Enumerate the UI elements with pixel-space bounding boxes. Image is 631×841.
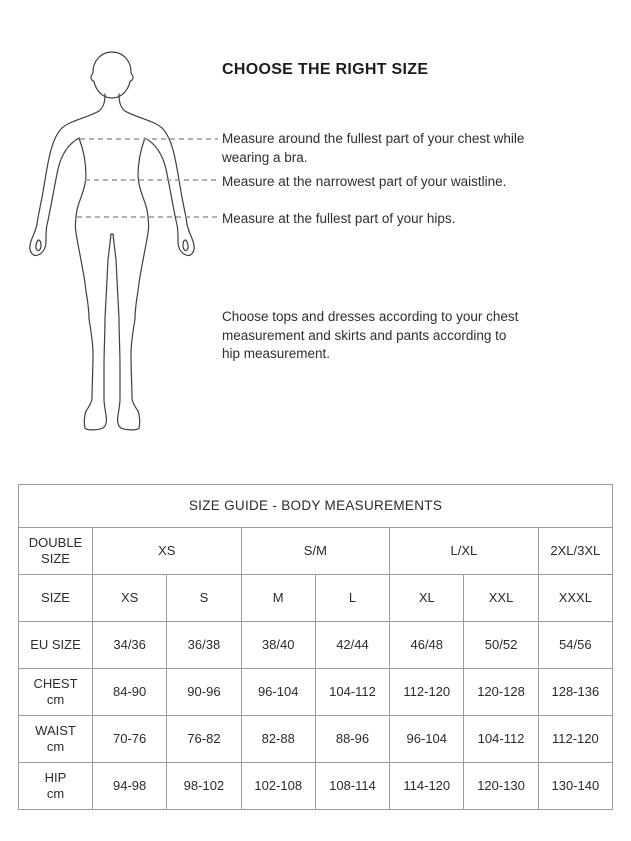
size-xxxl: XXXL <box>538 575 612 622</box>
eu-size-cell: 42/44 <box>315 622 389 669</box>
size-label: SIZE <box>19 575 93 622</box>
chest-instruction-line2: wearing a bra. <box>222 149 308 165</box>
figure-head <box>91 52 133 98</box>
size-xs: XS <box>93 575 167 622</box>
waist-cell: 70-76 <box>93 716 167 763</box>
chest-row <box>19 669 613 716</box>
waist-cell: 88-96 <box>315 716 389 763</box>
size-xl: XL <box>390 575 464 622</box>
chest-instruction-line1: Measure around the fullest part of your chest while <box>222 131 525 146</box>
chest-cell: 84-90 <box>93 669 167 716</box>
fit-advice-line3: hip measurement. <box>222 346 331 361</box>
hip-cell: 102-108 <box>241 763 315 810</box>
eu-size-cell: 36/38 <box>167 622 241 669</box>
waist-label: WAIST cm <box>19 716 93 763</box>
page-title: CHOOSE THE RIGHT SIZE <box>222 61 429 78</box>
table-title: SIZE GUIDE - BODY MEASUREMENTS <box>19 485 613 528</box>
eu-size-cell: 34/36 <box>93 622 167 669</box>
fit-advice-line1: Choose tops and dresses according to your chest <box>222 309 519 324</box>
hip-cell: 94-98 <box>93 763 167 810</box>
chest-cell: 96-104 <box>241 669 315 716</box>
double-size-sm: S/M <box>241 528 390 575</box>
waist-cell: 76-82 <box>167 716 241 763</box>
eu-size-cell: 46/48 <box>390 622 464 669</box>
waist-cell: 96-104 <box>390 716 464 763</box>
double-size-xs: XS <box>93 528 242 575</box>
fit-advice-line2: measurement and skirts and pants according to <box>222 327 507 343</box>
eu-size-cell: 54/56 <box>538 622 612 669</box>
chest-cell: 120-128 <box>464 669 538 716</box>
figure-left-thumb <box>36 240 41 251</box>
eu-size-label: EU SIZE <box>19 622 93 669</box>
table-title-row <box>19 485 613 528</box>
figure-right-thumb <box>183 240 188 251</box>
chest-cell: 90-96 <box>167 669 241 716</box>
figure-body <box>30 94 194 430</box>
hip-cell: 98-102 <box>167 763 241 810</box>
double-size-row <box>19 528 613 575</box>
size-s: S <box>167 575 241 622</box>
female-body-outline-figure <box>0 0 230 455</box>
chest-cell: 112-120 <box>390 669 464 716</box>
chest-cell: 104-112 <box>315 669 389 716</box>
hip-instruction: Measure at the fullest part of your hips. <box>222 211 456 226</box>
fit-advice <box>222 308 622 364</box>
double-size-2xl3xl: 2XL/3XL <box>538 528 612 575</box>
double-size-lxl: L/XL <box>390 528 539 575</box>
hip-row <box>19 763 613 810</box>
size-l: L <box>315 575 389 622</box>
eu-size-row <box>19 622 613 669</box>
size-guide-table <box>18 484 613 810</box>
chest-label: CHEST cm <box>19 669 93 716</box>
eu-size-cell: 38/40 <box>241 622 315 669</box>
hip-cell: 130-140 <box>538 763 612 810</box>
waist-row <box>19 716 613 763</box>
waist-cell: 112-120 <box>538 716 612 763</box>
hip-cell: 114-120 <box>390 763 464 810</box>
size-row <box>19 575 613 622</box>
waist-instruction: Measure at the narrowest part of your waistline. <box>222 174 507 189</box>
waist-cell: 82-88 <box>241 716 315 763</box>
eu-size-cell: 50/52 <box>464 622 538 669</box>
double-size-label: DOUBLE SIZE <box>19 528 93 575</box>
waist-cell: 104-112 <box>464 716 538 763</box>
chest-instruction <box>222 130 622 167</box>
hip-cell: 120-130 <box>464 763 538 810</box>
hip-cell: 108-114 <box>315 763 389 810</box>
chest-cell: 128-136 <box>538 669 612 716</box>
size-m: M <box>241 575 315 622</box>
size-xxl: XXL <box>464 575 538 622</box>
hip-label: HIP cm <box>19 763 93 810</box>
